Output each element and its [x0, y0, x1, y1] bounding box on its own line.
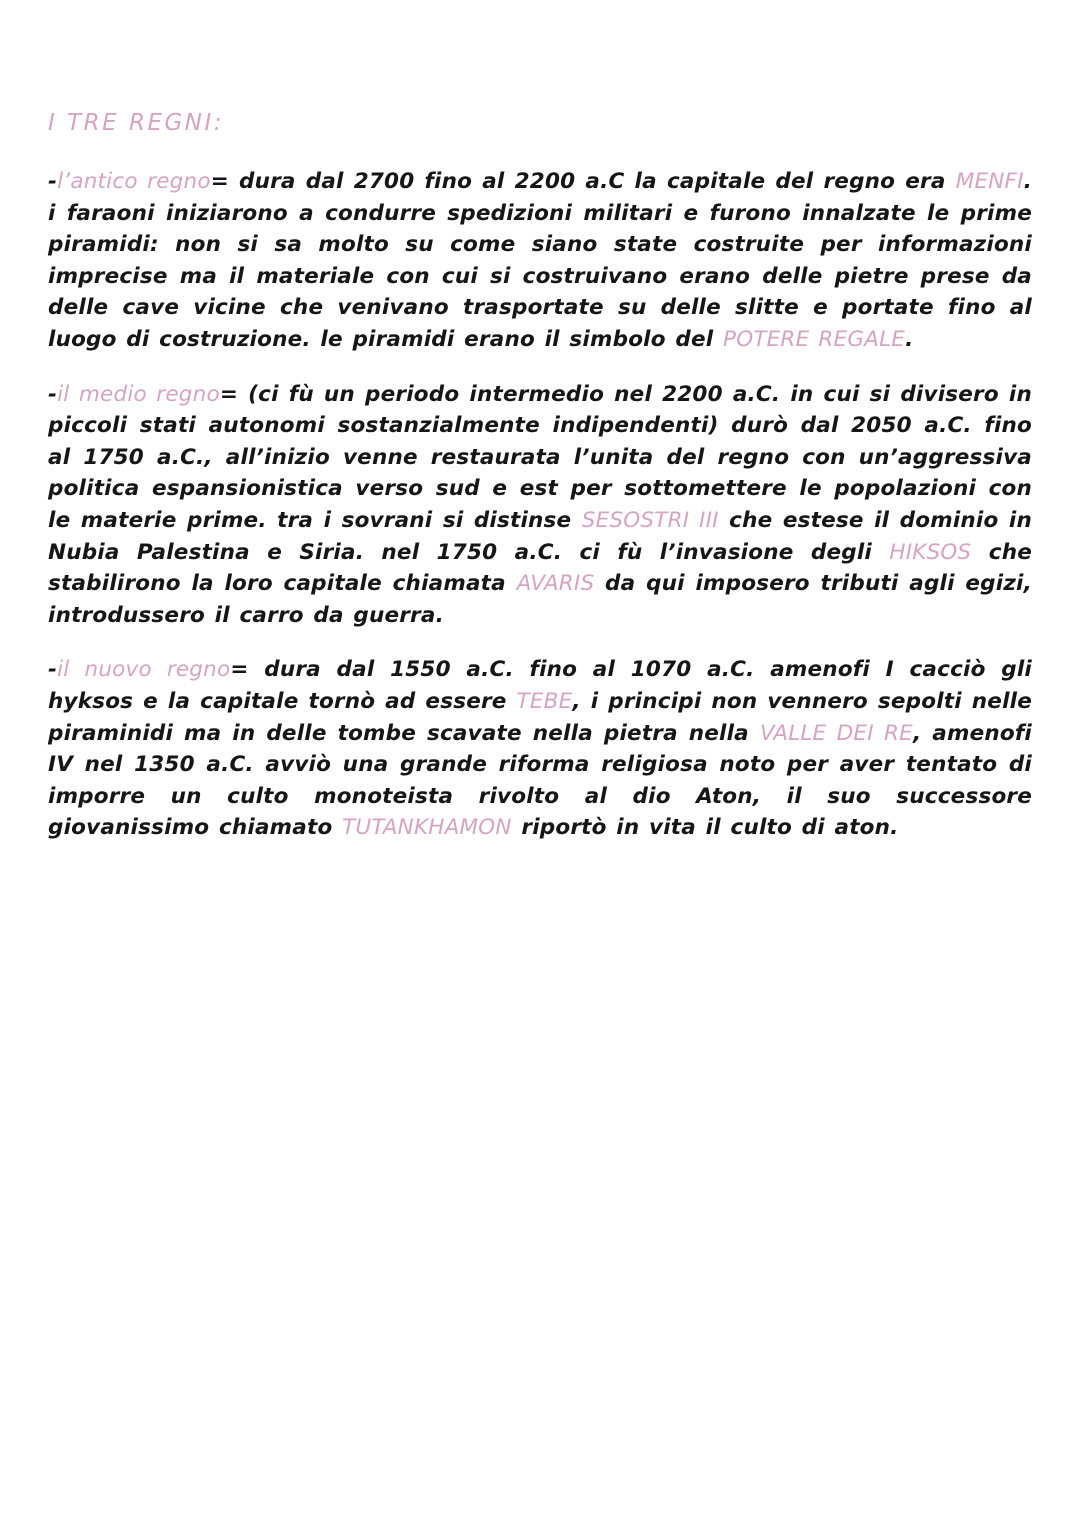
highlight-term: TEBE: [516, 688, 573, 714]
highlight-term: POTERE REGALE: [723, 326, 906, 352]
text-segment: -: [48, 169, 58, 194]
paragraph: [48, 166, 1032, 356]
text-segment: che estese il dominio in Nubia Palestina e Siria. nel 1750 a.C. ci fù l’invasione degli: [48, 507, 1032, 565]
highlight-term: TUTANKHAMON: [342, 815, 512, 841]
text-segment: da qui imposero tributi agli egizi, introdussero il carro da guerra.: [48, 571, 1032, 628]
text-segment: .: [905, 326, 914, 352]
text-segment: . i faraoni iniziarono a condurre spedizioni militari e furono innalzate le prime piramidi: non si sa molto su come siano state costruite per informazioni imprecise ma il materiale con cui si costruivano erano delle pietre prese da delle cave vicine che venivano trasportate su delle slitte e portate fino al luogo di costruzione. le piramidi erano il simbolo del: [48, 169, 1032, 352]
text-segment: , i principi non vennero sepolti nelle piraminidi ma in delle tombe scavate nella pietra nella: [48, 688, 1033, 746]
highlight-term: SESOSTRI III: [581, 507, 719, 533]
page-title: I TRE REGNI:: [48, 110, 225, 136]
highlight-term: MENFI: [955, 169, 1024, 194]
text-segment: che stabilirono la loro capitale chiamata: [48, 539, 1032, 597]
text-segment: , amenofi IV nel 1350 a.C. avviò una grande riforma religiosa noto per aver tentato di imporre un culto monoteista rivolto al dio Aton, il suo successore giovanissimo chiamato: [48, 720, 1032, 841]
text-segment: -: [48, 657, 58, 683]
paragraph: [48, 654, 1032, 844]
highlight-term: il medio regno: [57, 381, 220, 407]
highlight-term: AVARIS: [516, 571, 595, 597]
text-segment: = dura dal 2700 fino al 2200 a.C la capitale del regno era: [210, 169, 956, 194]
paragraph: [48, 379, 1032, 632]
text-segment: riportò in vita il culto di aton.: [511, 815, 899, 841]
highlight-term: l’antico regno: [57, 169, 211, 194]
paragraphs-container: [48, 166, 1032, 844]
highlight-term: il nuovo regno: [57, 657, 231, 683]
highlight-term: HIKSOS: [889, 539, 972, 565]
text-segment: -: [48, 381, 58, 407]
text-segment: = (ci fù un periodo intermedio nel 2200 a.C. in cui si divisero in piccoli stati autonomi sostanzialmente indipendenti) durò dal 2050 a.C. fino al 1750 a.C., all’inizio venne restaurata l’unita del regno con un’aggressiva politica espansionistica verso sud e est per sottomettere le popolazioni con le materie prime. tra i sovrani si distinse: [48, 381, 1032, 533]
highlight-term: VALLE DEI RE: [759, 720, 913, 746]
text-segment: = dura dal 1550 a.C. fino al 1070 a.C. amenofi I cacciò gli hyksos e la capitale tornò ad essere: [48, 657, 1032, 714]
